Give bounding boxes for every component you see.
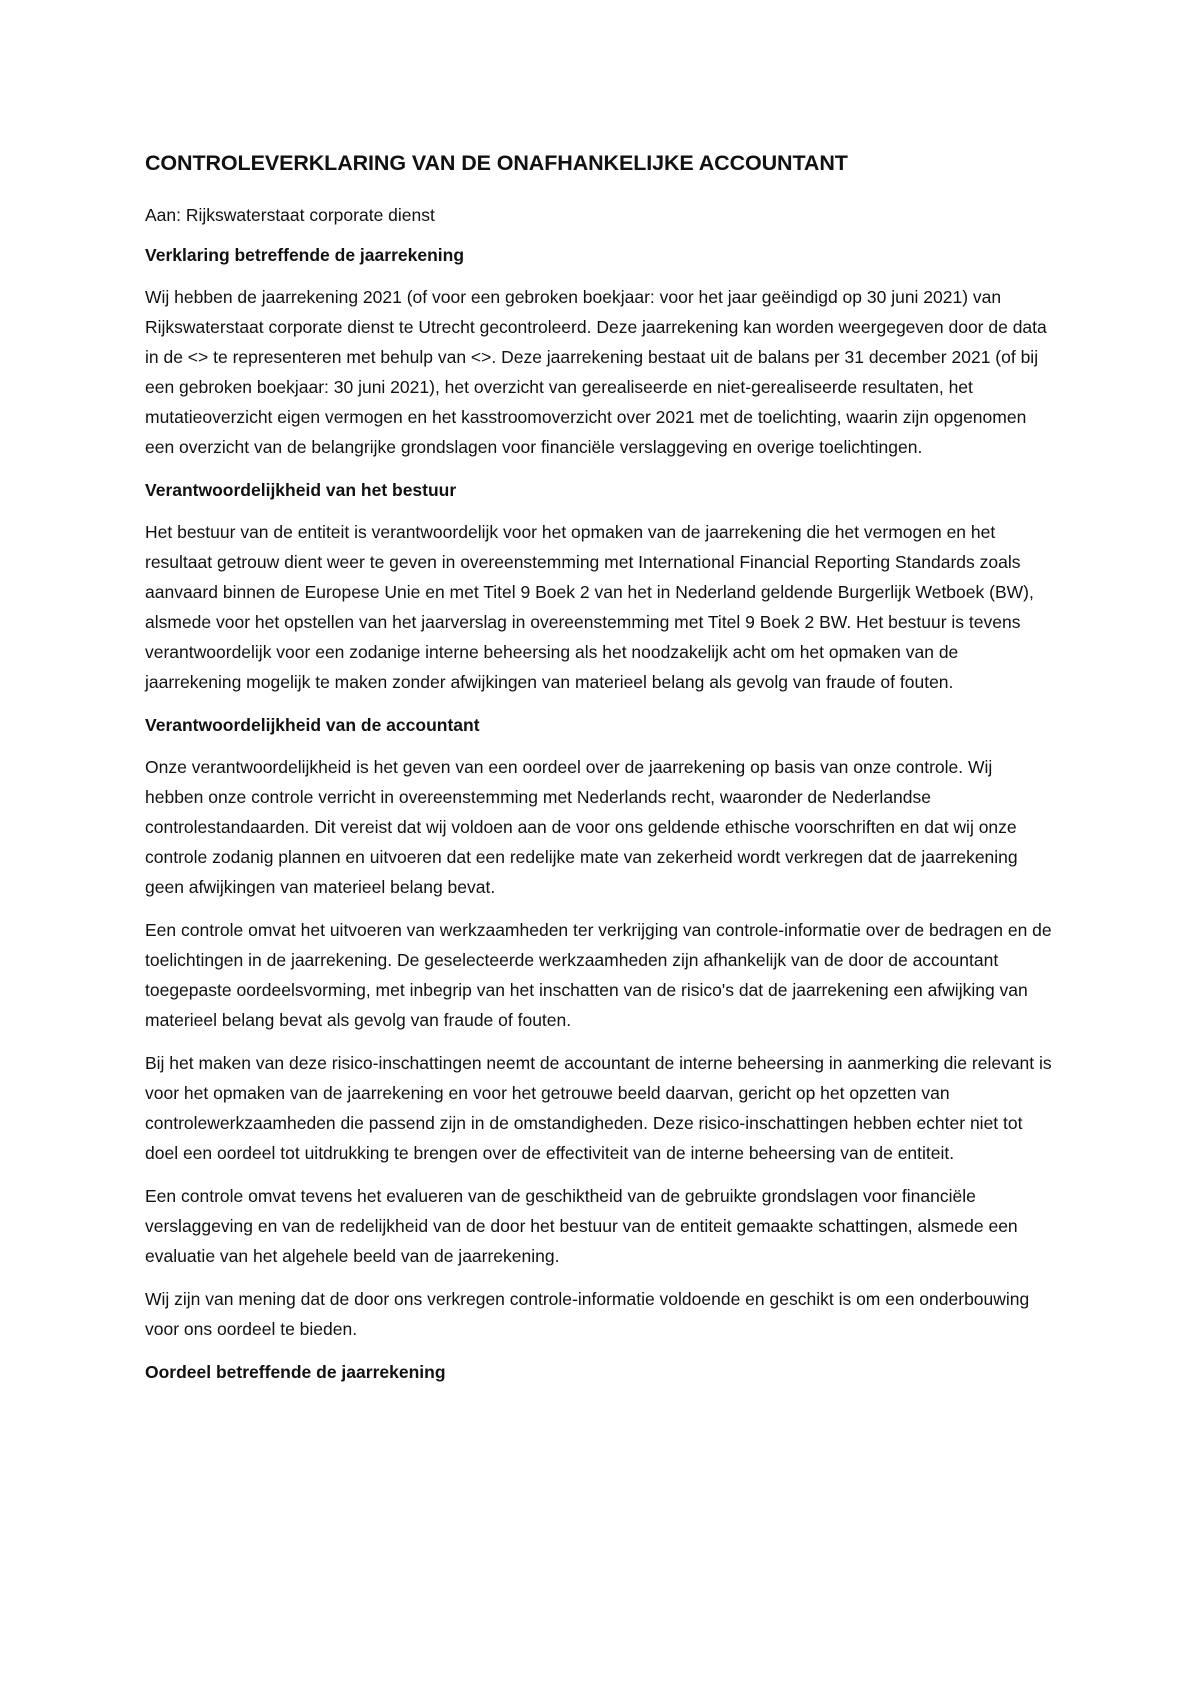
- paragraph: Wij zijn van mening dat de door ons verkregen controle-informatie voldoende en geschikt is om een onderbouwing voor ons oordeel te bieden.: [145, 1289, 1030, 1339]
- document-title: CONTROLEVERKLARING VAN DE ONAFHANKELIJKE ACCOUNTANT: [145, 151, 848, 175]
- section-oordeel: [145, 1357, 1055, 1387]
- paragraph: Bij het maken van deze risico-inschattingen neemt de accountant de interne beheersing in aanmerking die relevant is voor het opmaken van de jaarrekening en voor het getrouwe beeld daarvan, gericht op het opzetten van controlewerkzaamheden die passend zijn in de omstandigheden. Deze risico-inschattingen hebben echter niet tot doel een oordeel tot uitdrukking te brengen over de effectiviteit van de interne beheersing van de entiteit.: [145, 1053, 1052, 1163]
- section-bestuur: [145, 475, 1055, 697]
- section-heading: Verantwoordelijkheid van de accountant: [145, 715, 480, 735]
- section-heading: Verantwoordelijkheid van het bestuur: [145, 480, 457, 500]
- document-page: [145, 146, 1055, 1399]
- paragraph: Een controle omvat tevens het evalueren van de geschiktheid van de gebruikte grondslagen voor financiële verslaggeving en van de redelijkheid van de door het bestuur van de entiteit gemaakte schattingen, alsmede een evaluatie van het algehele beeld van de jaarrekening.: [145, 1186, 1018, 1266]
- paragraph: Onze verantwoordelijkheid is het geven van een oordeel over de jaarrekening op basis van onze controle. Wij hebben onze controle verricht in overeenstemming met Nederlands recht, waaronder de Nederlandse controlestandaarden. Dit vereist dat wij voldoen aan de voor ons geldende ethische voorschriften en dat wij onze controle zodanig plannen en uitvoeren dat een redelijke mate van zekerheid wordt verkregen dat de jaarrekening geen afwijkingen van materieel belang bevat.: [145, 757, 1018, 897]
- paragraph: Het bestuur van de entiteit is verantwoordelijk voor het opmaken van de jaarrekening die het vermogen en het resultaat getrouw dient weer te geven in overeenstemming met International Financial Reporting Standards zoals aanvaard binnen de Europese Unie en met Titel 9 Boek 2 van het in Nederland geldende Burgerlijk Wetboek (BW), alsmede voor het opstellen van het jaarverslag in overeenstemming met Titel 9 Boek 2 BW. Het bestuur is tevens verantwoordelijk voor een zodanige interne beheersing als het noodzakelijk acht om het opmaken van de jaarrekening mogelijk te maken zonder afwijkingen van materieel belang als gevolg van fraude of fouten.: [145, 522, 1034, 692]
- section-verklaring: [145, 240, 1055, 462]
- addressee: Aan: Rijkswaterstaat corporate dienst: [145, 205, 435, 225]
- paragraph: Een controle omvat het uitvoeren van werkzaamheden ter verkrijging van controle-informatie over de bedragen en de toelichtingen in de jaarrekening. De geselecteerde werkzaamheden zijn afhankelijk van de door de accountant toegepaste oordeelsvorming, met inbegrip van het inschatten van de risico's dat de jaarrekening een afwijking van materieel belang bevat als gevolg van fraude of fouten.: [145, 920, 1052, 1030]
- section-accountant: [145, 710, 1055, 1344]
- section-heading: Oordeel betreffende de jaarrekening: [145, 1362, 446, 1382]
- section-heading: Verklaring betreffende de jaarrekening: [145, 245, 465, 265]
- paragraph: Wij hebben de jaarrekening 2021 (of voor een gebroken boekjaar: voor het jaar geëindigd op 30 juni 2021) van Rijkswaterstaat corporate dienst te Utrecht gecontroleerd. Deze jaarrekening kan worden weergegeven door de data in de <> te representeren met behulp van <>. Deze jaarrekening bestaat uit de balans per 31 december 2021 (of bij een gebroken boekjaar: 30 juni 2021), het overzicht van gerealiseerde en niet-gerealiseerde resultaten, het mutatieoverzicht eigen vermogen en het kasstroomoverzicht over 2021 met de toelichting, waarin zijn opgenomen een overzicht van de belangrijke grondslagen voor financiële verslaggeving en overige toelichtingen.: [145, 287, 1047, 457]
